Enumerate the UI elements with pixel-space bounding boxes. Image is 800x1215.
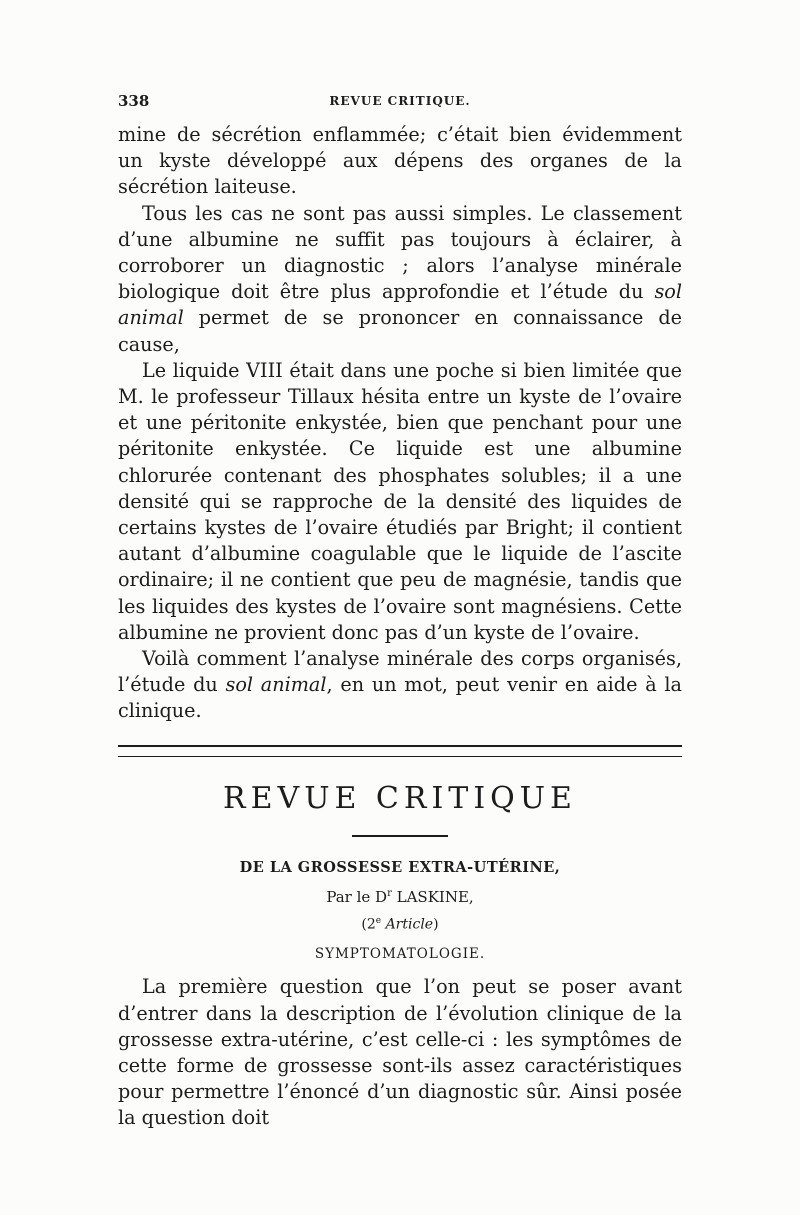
section-divider (118, 745, 682, 757)
author-name: LASKINE, (391, 887, 474, 906)
paragraph-4-end: , en un mot, peut venir en aide à la clinique. (118, 673, 682, 723)
paragraph-4-italic: sol animal (225, 673, 327, 697)
paragraph-2-end: permet de se prononcer en connaissance de cause, (118, 306, 682, 356)
running-head (118, 92, 682, 122)
title-underline (352, 835, 448, 837)
paragraph-3: Le liquide VIII était dans une poche si bien limitée que M. le professeur Tillaux hésita entre un kyste de l’ovaire et une péritonite enkystée, bien que penchant pour une péritonite enkystée. Ce liquide est une albumine chlorurée contenant des phosphates solubles; il a une densité qui se rapproche de la densité des liquides de certains kystes de l’ovaire étudiés par Bright; il contient autant d’albumine coagulable que le liquide de l’ascite ordinaire; il ne contient que peu de magnésie, tandis que les liquides des kystes de l’ovaire sont magnésiens. Cette albumine ne provient donc pas d’un kyste de l’ovaire. (118, 358, 682, 644)
book-page (118, 92, 682, 1132)
running-title: REVUE CRITIQUE. (329, 94, 471, 108)
paragraph-4-start: Voilà comment l’analyse minérale des corps organisés, l’étude du (118, 647, 682, 697)
page-number: 338 (118, 92, 150, 110)
article-title: DE LA GROSSESSE EXTRA-UTÉRINE, (239, 858, 561, 876)
author-sup: r (387, 887, 392, 899)
paragraph-2 (118, 201, 682, 358)
paragraph-5: La première question que l’on peut se poser avant d’entrer dans la description de l’évolution clinique de la grossesse extra-utérine, c’est celle-ci : les symptômes de cette forme de grossesse sont-ils assez caractéristiques pour permettre l’énoncé d’un diagnostic sûr. Ainsi posée la question doit (118, 975, 682, 1130)
section-title: REVUE CRITIQUE (223, 780, 577, 816)
paragraph-2-italic: sol animal (118, 280, 682, 330)
author-line (118, 888, 682, 906)
note-open: (2 (361, 916, 376, 933)
note-sup: e (375, 915, 382, 926)
body-text-bottom (118, 974, 682, 1131)
note-italic: Article (381, 916, 434, 933)
paragraph-2-text: Tous les cas ne sont pas aussi simples. Le classement d’une albumine ne suffit pas toujours à éclairer, à corroborer un diagnostic ; alors l’analyse minérale biologique doit être plus approfondie et l’étude du (118, 201, 682, 304)
author-prefix: Par le D (326, 887, 388, 906)
body-text-top (118, 122, 682, 725)
paragraph-1: mine de sécrétion enflammée; c’était bien évidemment un kyste développé aux dépens des organes de la sécrétion laiteuse. (118, 123, 682, 199)
subsection-heading: SYMPTOMATOLOGIE. (314, 946, 486, 963)
note-close: ) (433, 916, 439, 933)
paragraph-4 (118, 646, 682, 725)
article-note (118, 916, 682, 933)
